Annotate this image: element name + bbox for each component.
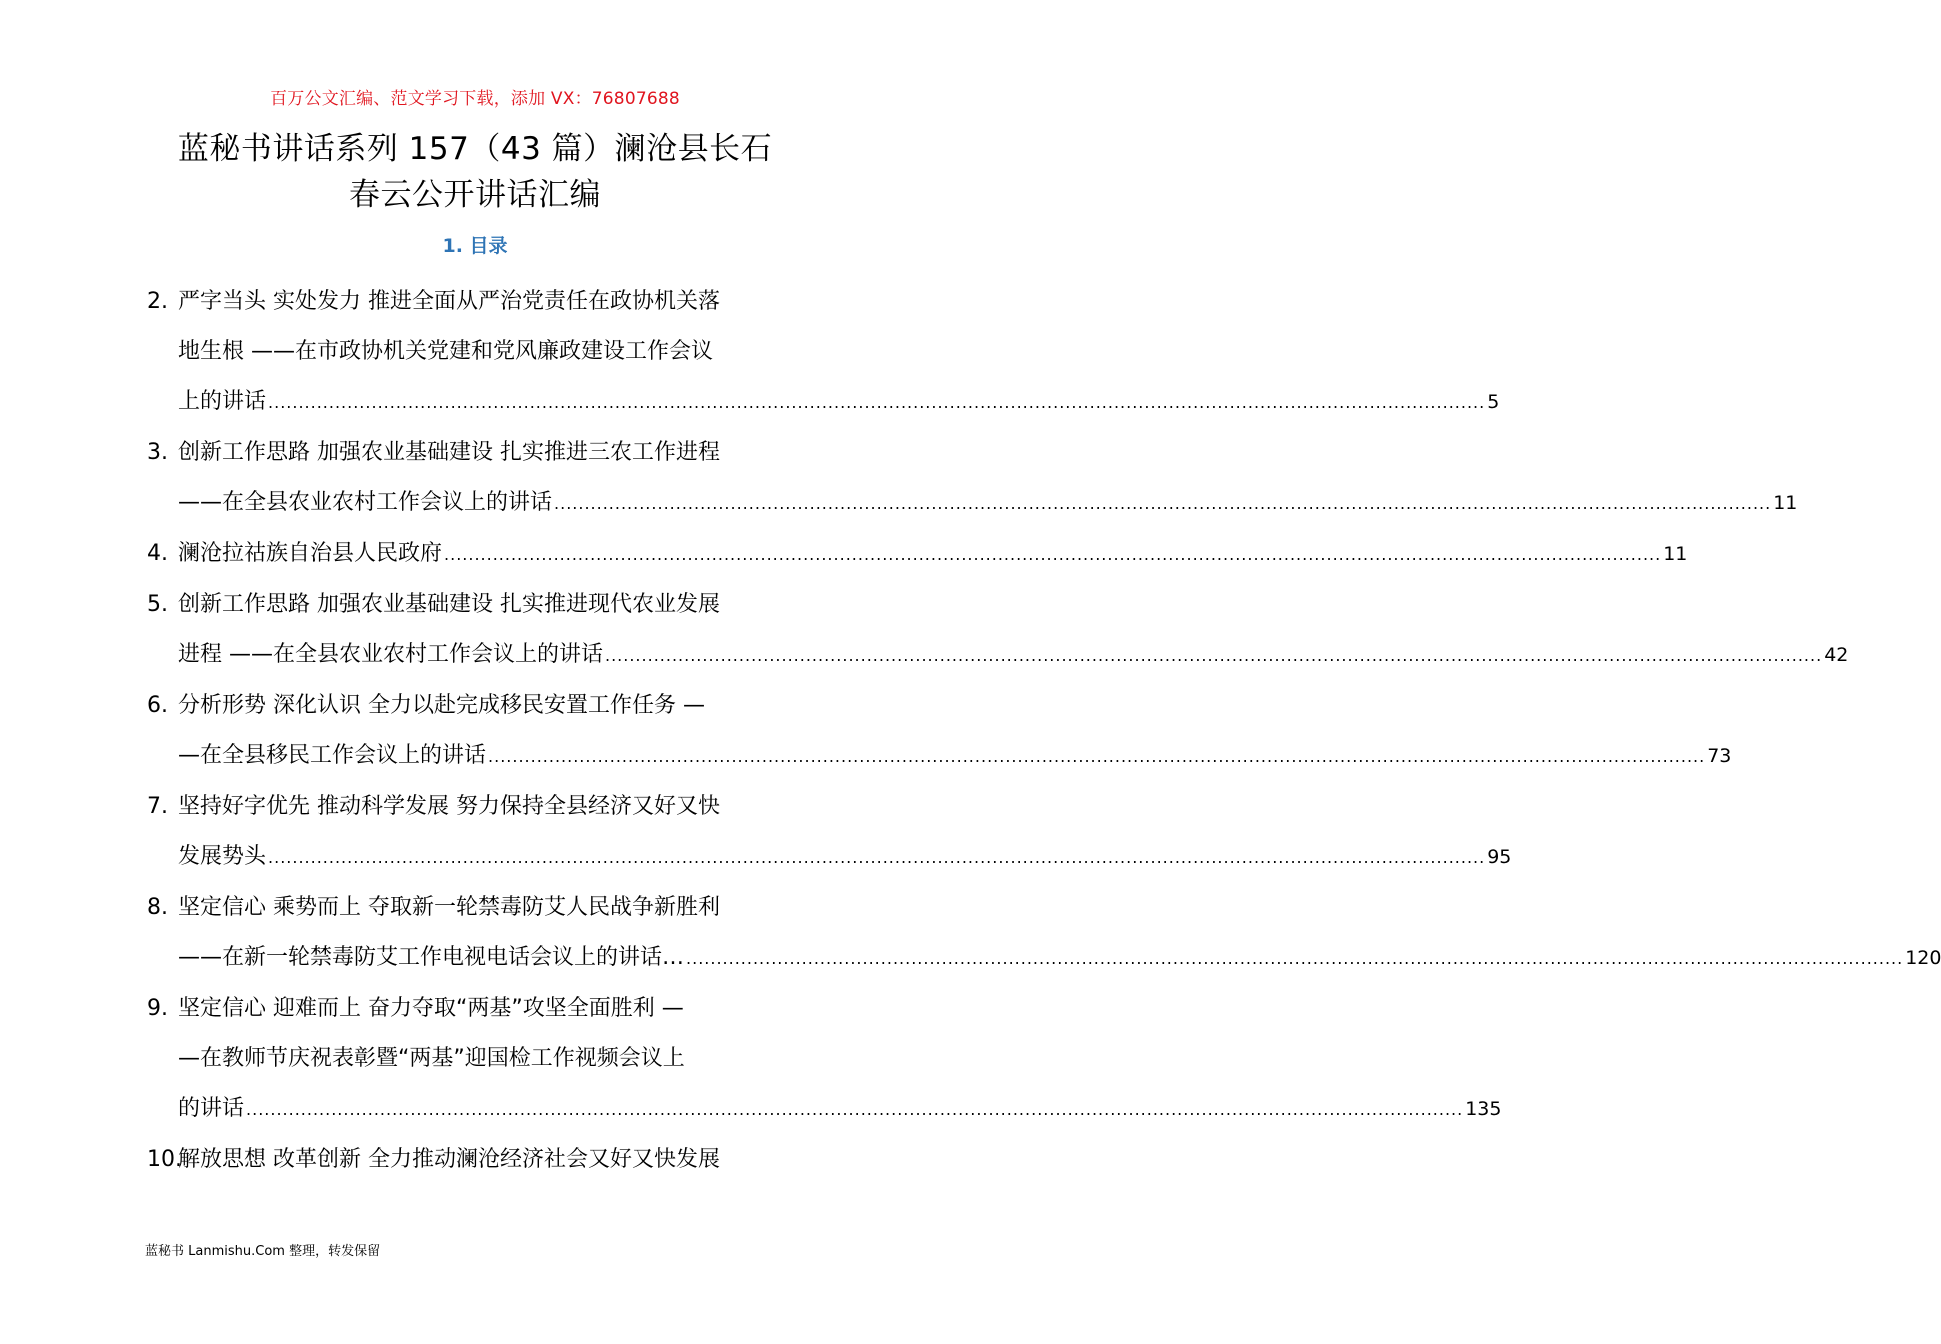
- toc-entry-line: 分析形势 深化认识 全力以赴完成移民安置工作任务 —: [178, 693, 705, 718]
- dot-leader: ........................................................................................................................................................................................................: [605, 646, 1823, 665]
- toc-entry[interactable]: [147, 984, 1502, 1135]
- toc-entry-line: ——在全县农业农村工作会议上的讲话: [178, 490, 553, 515]
- toc-page-number: 73: [1707, 745, 1732, 767]
- toc-entry[interactable]: [147, 883, 1941, 984]
- toc-page-number: 42: [1824, 644, 1849, 666]
- toc-entry-line: ——在新一轮禁毒防艾工作电视电话会议上的讲话…: [178, 945, 685, 970]
- toc-entry-last-line: [178, 832, 1512, 883]
- toc-entry-last-line: [178, 731, 1732, 782]
- toc-page-number: 11: [1773, 492, 1798, 514]
- toc-entry-number: 7.: [147, 794, 168, 819]
- toc-entry[interactable]: [147, 782, 1512, 883]
- toc-page-number: 11: [1663, 543, 1688, 565]
- toc-entry-line: 坚定信心 迎难而上 奋力夺取“两基”攻坚全面胜利 —: [178, 996, 684, 1021]
- toc-entry[interactable]: [147, 681, 1732, 782]
- toc-entry-line: 创新工作思路 加强农业基础建设 扎实推进三农工作进程: [178, 440, 720, 465]
- toc-entry-number: 10.: [147, 1147, 182, 1172]
- title-line-2: 春云公开讲话汇编: [349, 177, 601, 213]
- dot-leader: ........................................................................................................................................................................................................: [488, 747, 1706, 766]
- toc-entry-line: 解放思想 改革创新 全力推动澜沧经济社会又好又快发展: [178, 1147, 720, 1172]
- toc-entry-line: —在教师节庆祝表彰暨“两基”迎国检工作视频会议上: [178, 1046, 685, 1071]
- toc-entry-number: 8.: [147, 895, 168, 920]
- toc-entry-line: 坚持好字优先 推动科学发展 努力保持全县经济又好又快: [178, 794, 720, 819]
- title-line-1: 蓝秘书讲话系列 157（43 篇）澜沧县长石: [177, 131, 773, 167]
- dot-leader: ........................................................................................................................................................................................................: [268, 848, 1486, 867]
- toc-entry-last-line: [178, 529, 1688, 580]
- toc-entry-line: 进程 ——在全县农业农村工作会议上的讲话: [178, 642, 603, 667]
- toc-entry-number: 6.: [147, 693, 168, 718]
- toc-entry-line: 创新工作思路 加强农业基础建设 扎实推进现代农业发展: [178, 592, 720, 617]
- toc-entry-line: —在全县移民工作会议上的讲话: [178, 743, 487, 768]
- toc-entry-number: 5.: [147, 592, 168, 617]
- toc-entry-last-line: [178, 630, 1849, 681]
- header-banner: 百万公文汇编、范文学习下载，添加 VX：76807688: [270, 89, 680, 109]
- toc-entry[interactable]: [147, 428, 1798, 529]
- toc-entry-last-line: [178, 933, 1941, 984]
- toc-entry-line: 的讲话: [178, 1096, 245, 1121]
- toc-entry[interactable]: [147, 580, 1849, 681]
- dot-leader: ........................................................................................................................................................................................................: [268, 393, 1486, 412]
- toc-entry-line: 地生根 ——在市政协机关党建和党风廉政建设工作会议: [178, 339, 713, 364]
- toc-entry-number: 2.: [147, 289, 168, 314]
- toc-entry-line: 坚定信心 乘势而上 夺取新一轮禁毒防艾人民战争新胜利: [178, 895, 720, 920]
- toc-entry-number: 3.: [147, 440, 168, 465]
- toc-entry-line: 严字当头 实处发力 推进全面从严治党责任在政协机关落: [178, 289, 720, 314]
- toc-page-number: 135: [1465, 1098, 1502, 1120]
- toc-page-number: 120: [1905, 947, 1941, 969]
- toc-entry-line: 澜沧拉祜族自治县人民政府: [178, 541, 443, 566]
- table-of-contents: [147, 277, 1941, 1185]
- toc-entry-last-line: [178, 1084, 1502, 1135]
- footer-note: 蓝秘书 Lanmishu.Com 整理，转发保留: [145, 1244, 381, 1259]
- toc-page-number: 95: [1487, 846, 1512, 868]
- dot-leader: ........................................................................................................................................................................................................: [246, 1100, 1464, 1119]
- toc-entry[interactable]: [147, 529, 1688, 580]
- dot-leader: ........................................................................................................................................................................................................: [554, 494, 1772, 513]
- toc-entry-line: 发展势头: [178, 844, 267, 869]
- toc-page-number: 5: [1487, 391, 1500, 413]
- dot-leader: ........................................................................................................................................................................................................: [444, 545, 1662, 564]
- dot-leader: ........................................................................................................................................................................................................: [686, 949, 1904, 968]
- toc-entry[interactable]: [147, 277, 1500, 428]
- document-title: [0, 126, 950, 218]
- toc-entry-last-line: [178, 478, 1798, 529]
- toc-entry-line: 上的讲话: [178, 389, 267, 414]
- toc-entry[interactable]: [147, 1135, 807, 1185]
- toc-entry-number: 9.: [147, 996, 168, 1021]
- toc-heading: 1. 目录: [442, 235, 508, 257]
- toc-entry-last-line: [178, 377, 1500, 428]
- toc-entry-number: 4.: [147, 541, 168, 566]
